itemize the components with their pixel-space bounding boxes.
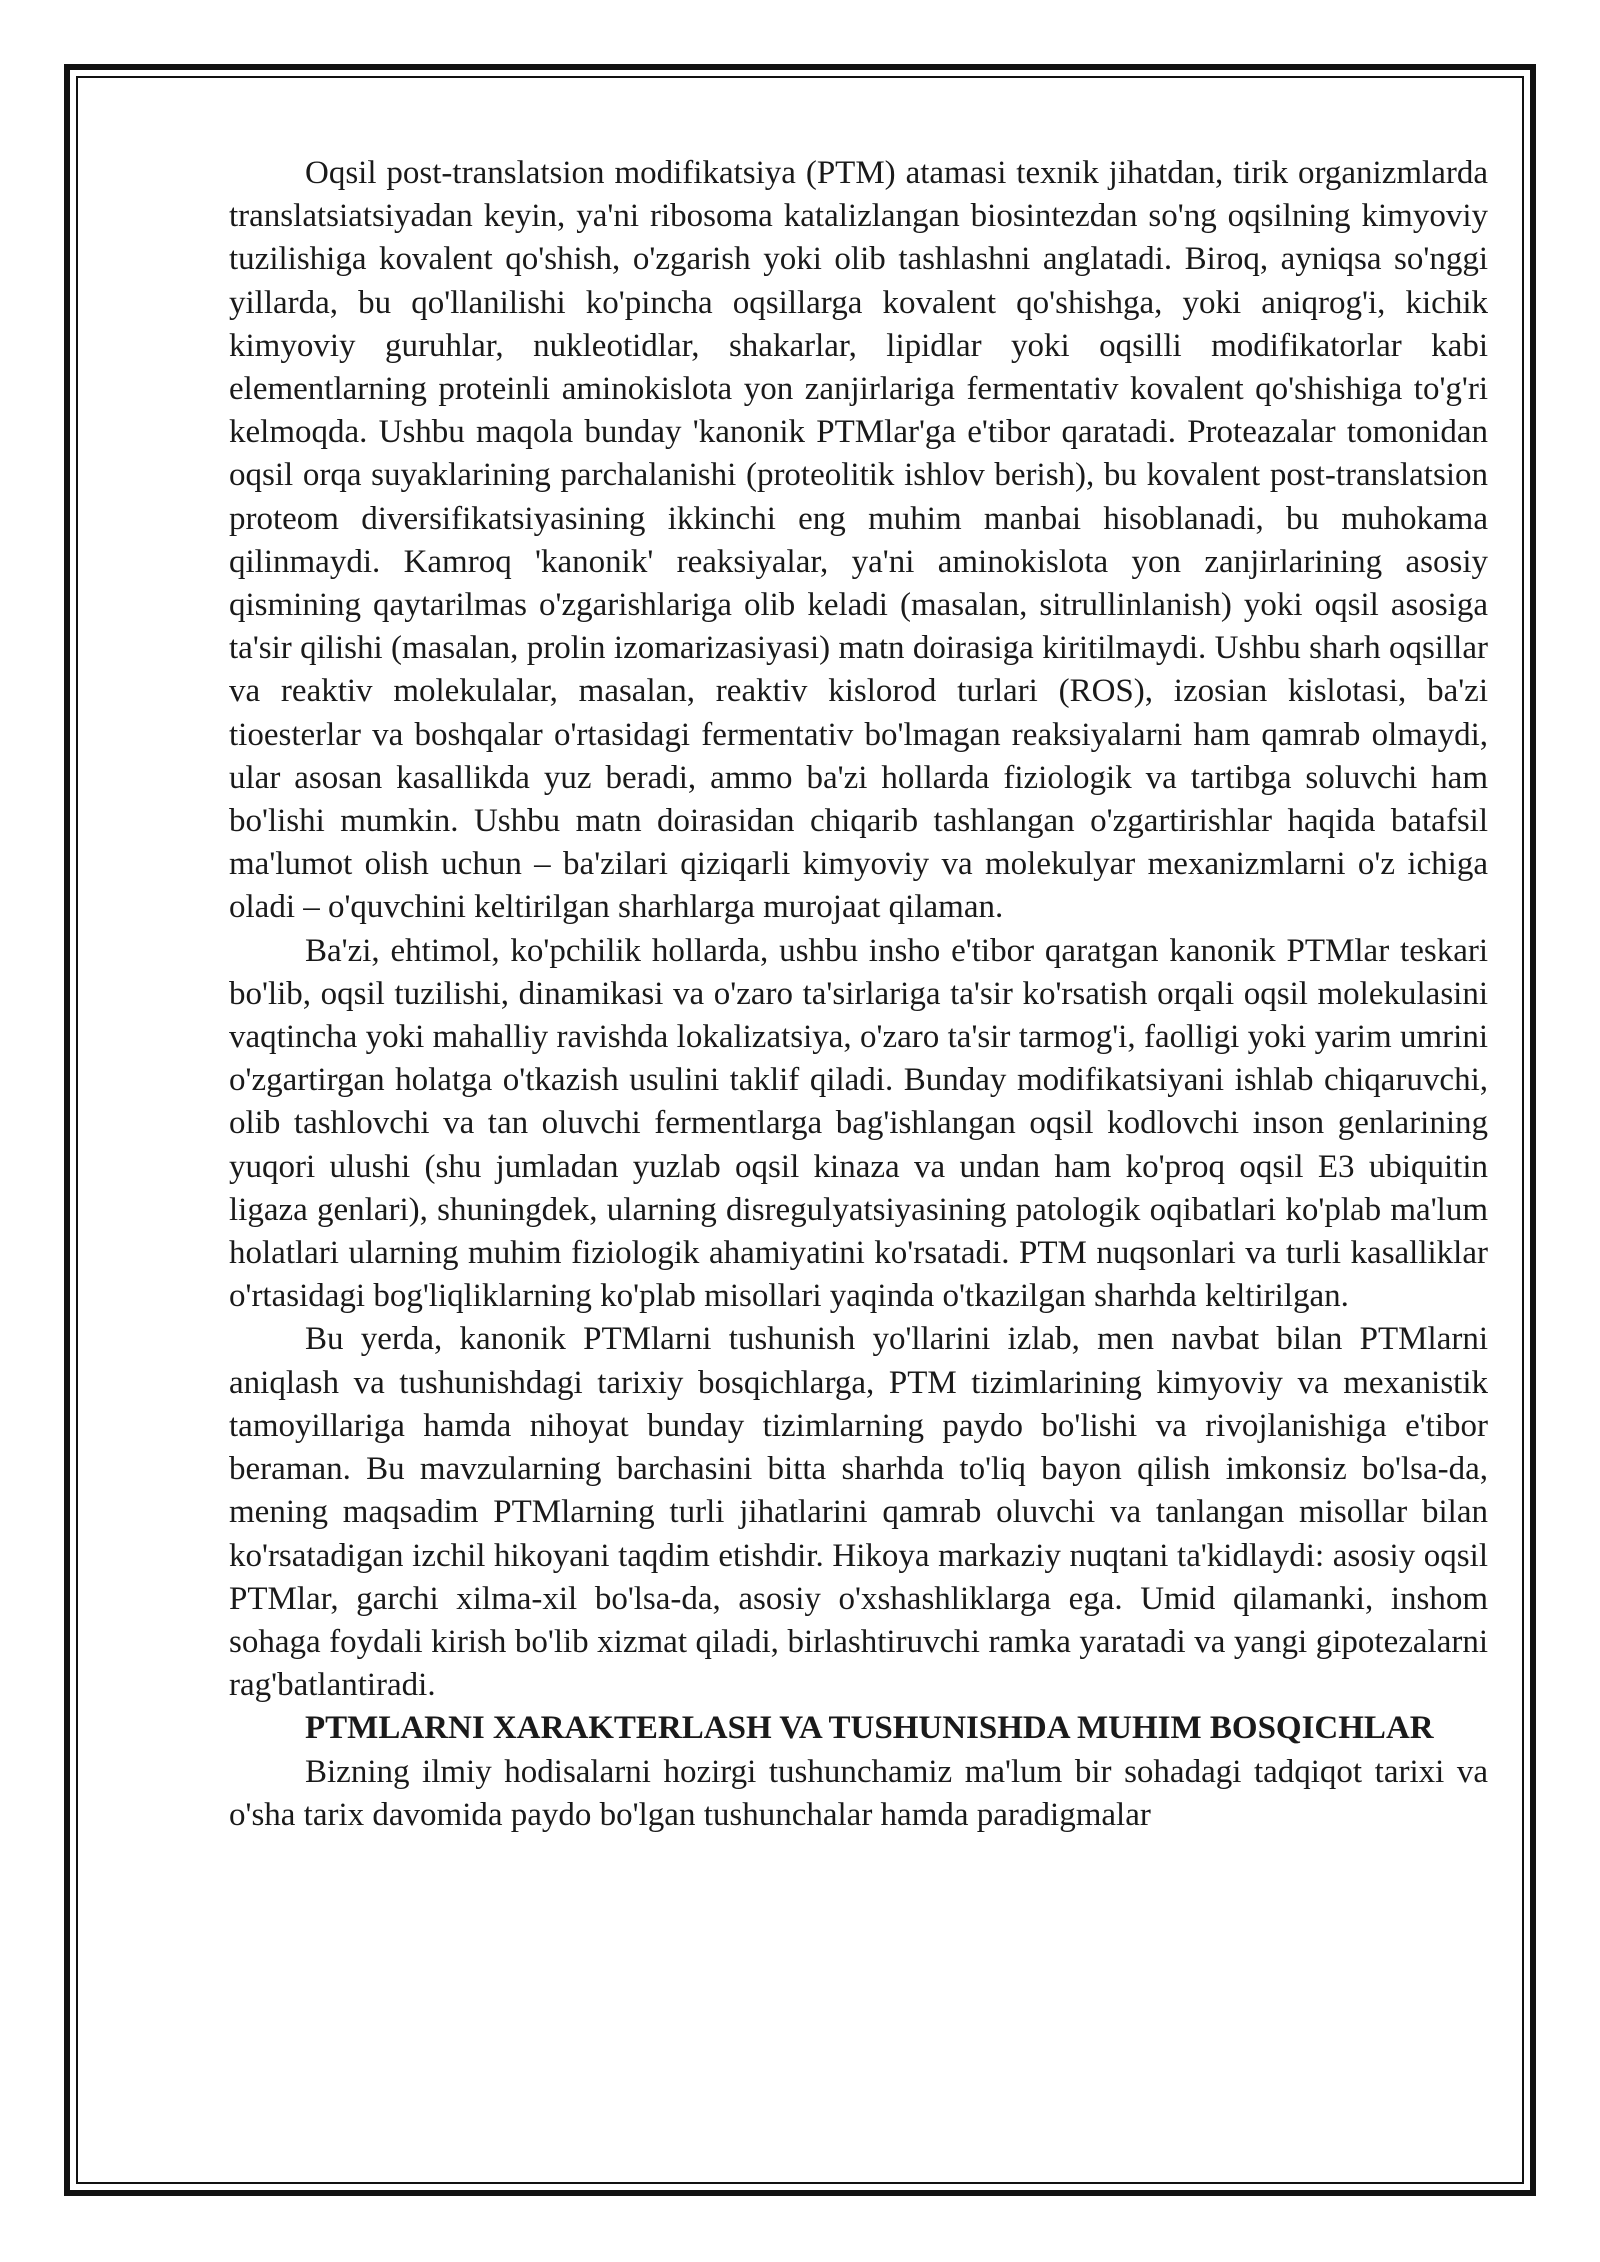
paragraph-2: Ba'zi, ehtimol, ko'pchilik hollarda, ushbu insho e'tibor qaratgan kanonik PTMlar teskari bo'lib, oqsil tuzilishi, dinamikasi va o'zaro ta'sirlariga ta'sir ko'rsatish orqali oqsil molekulasini vaqtincha yoki mahalliy ravishda lokalizatsiya, o'zaro ta'sir tarmog'i, faolligi yoki yarim umrini o'zgartirgan holatga o'tkazish usulini taklif qiladi. Bunday modifikatsiyani ishlab chiqaruvchi, olib tashlovchi va tan oluvchi fermentlarga bag'ishlangan oqsil kodlovchi inson genlarining yuqori ulushi (shu jumladan yuzlab oqsil kinaza va undan ham ko'proq oqsil E3 ubiquitin ligaza genlari), shuningdek, ularning disregulyatsiyasining patologik oqibatlari ko'plab ma'lum holatlari ularning muhim fiziologik ahamiyatini ko'rsatadi. PTM nuqsonlari va turli kasalliklar o'rtasidagi bog'liqliklarning ko'plab misollari yaqinda o'tkazilgan sharhda keltirilgan. xyxy=(229,932,1488,1315)
paragraph-3: Bu yerda, kanonik PTMlarni tushunish yo'llarini izlab, men navbat bilan PTMlarni aniqlash va tushunishdagi tarixiy bosqichlarga, PTM tizimlarining kimyoviy va mexanistik tamoyillariga hamda nihoyat bunday tizimlarning paydo bo'lishi va rivojlanishiga e'tibor beraman. Bu mavzularning barchasini bitta sharhda to'liq bayon qilish imkonsiz bo'lsa-da, mening maqsadim PTMlarning turli jihatlarini qamrab oluvchi va tanlangan misollar bilan ko'rsatadigan izchil hikoyani taqdim etishdir. Hikoya markaziy nuqtani ta'kidlaydi: asosiy oqsil PTMlar, garchi xilma-xil bo'lsa-da, asosiy o'xshashliklarga ega. Umid qilamanki, inshom sohaga foydali kirish bo'lib xizmat qiladi, birlashtiruvchi ramka yaratadi va yangi gipotezalarni rag'batlantiradi. xyxy=(229,1321,1488,1704)
paragraph-4: Bizning ilmiy hodisalarni hozirgi tushunchamiz ma'lum bir sohadagi tadqiqot tarixi va o'sha tarix davomida paydo bo'lgan tushunchalar hamda paradigmalar xyxy=(229,1753,1488,1833)
paragraph-1: Oqsil post-translatsion modifikatsiya (PTM) atamasi texnik jihatdan, tirik organizmlarda translatsiatsiyadan keyin, ya'ni ribosoma katalizlangan biosintezdan so'ng oqsilning kimyoviy tuzilishiga kovalent qo'shish, o'zgarish yoki olib tashlashni anglatadi. Biroq, ayniqsa so'nggi yillarda, bu qo'llanilishi ko'pincha oqsillarga kovalent qo'shishga, yoki aniqrog'i, kichik kimyoviy guruhlar, nukleotidlar, shakarlar, lipidlar yoki oqsilli modifikatorlar kabi elementlarning proteinli aminokislota yon zanjirlariga fermentativ kovalent qo'shishiga to'g'ri kelmoqda. Ushbu maqola bunday 'kanonik PTMlar'ga e'tibor qaratadi. Proteazalar tomonidan oqsil orqa suyaklarining parchalanishi (proteolitik ishlov berish), bu kovalent post-translatsion proteom diversifikatsiyasining ikkinchi eng muhim manbai hisoblanadi, bu muhokama qilinmaydi. Kamroq 'kanonik' reaksiyalar, ya'ni aminokislota yon zanjirlarining asosiy qismining qaytarilmas o'zgarishlariga olib keladi (masalan, sitrullinlanish) yoki oqsil asosiga ta'sir qilishi (masalan, prolin izomarizasiyasi) matn doirasiga kiritilmaydi. Ushbu sharh oqsillar va reaktiv molekulalar, masalan, reaktiv kislorod turlari (ROS), izosian kislotasi, ba'zi tioesterlar va boshqalar o'rtasidagi fermentativ bo'lmagan reaksiyalarni ham qamrab olmaydi, ular asosan kasallikda yuz beradi, ammo ba'zi hollarda fiziologik va tartibga soluvchi ham bo'lishi mumkin. Ushbu matn doirasidan chiqarib tashlangan o'zgartirishlar haqida batafsil ma'lumot olish uchun – ba'zilari qiziqarli kimyoviy va molekulyar mexanizmlarni o'z ichiga oladi – o'quvchini keltirilgan sharhlarga murojaat qilaman. xyxy=(229,155,1488,926)
section-heading: PTMLARNI XARAKTERLASH VA TUSHUNISHDA MUHIM BOSQICHLAR xyxy=(305,1710,1434,1747)
document-body xyxy=(229,152,1488,1837)
